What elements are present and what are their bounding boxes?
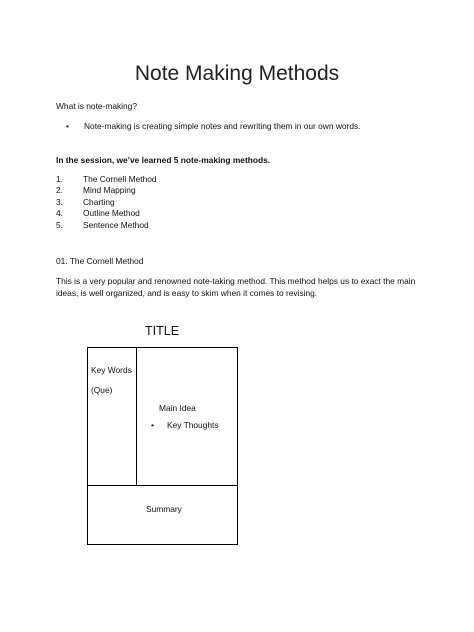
definition-text: Note-making is creating simple notes and rewriting them in our own words. bbox=[84, 121, 361, 131]
key-thoughts-label: Key Thoughts bbox=[167, 420, 219, 430]
cornell-diagram-box bbox=[87, 347, 238, 545]
main-idea-label: Main Idea bbox=[159, 403, 196, 413]
summary-divider bbox=[87, 485, 238, 486]
list-item: 5. Sentence Method bbox=[56, 219, 149, 230]
question-text: What is note-making? bbox=[56, 101, 137, 111]
methods-list bbox=[56, 174, 157, 231]
bullet-icon: • bbox=[66, 121, 69, 131]
summary-label: Summary bbox=[146, 504, 182, 514]
key-words-label: Key Words bbox=[91, 365, 132, 375]
cornell-paragraph: This is a very popular and renowned note-taking method. This method helps us to exact the main ideas, is well organized, and is easy to skim when it comes to revising. bbox=[56, 276, 416, 298]
definition-list-item bbox=[66, 121, 361, 132]
bullet-icon: • bbox=[151, 420, 154, 430]
list-item: 4. Outline Method bbox=[56, 208, 140, 219]
session-heading: In the session, we’ve learned 5 note-making methods. bbox=[56, 155, 271, 165]
que-label: (Que) bbox=[91, 385, 113, 395]
list-item: 1. The Cornell Method bbox=[56, 174, 157, 184]
section-heading: 01. The Cornell Method bbox=[56, 256, 144, 266]
cue-column-divider bbox=[136, 347, 137, 485]
list-item: 2. Mind Mapping bbox=[56, 185, 136, 196]
page-title: Note Making Methods bbox=[134, 62, 340, 85]
diagram-title: TITLE bbox=[145, 324, 180, 338]
key-thoughts-item bbox=[151, 420, 219, 431]
list-item: 3. Charting bbox=[56, 196, 115, 207]
